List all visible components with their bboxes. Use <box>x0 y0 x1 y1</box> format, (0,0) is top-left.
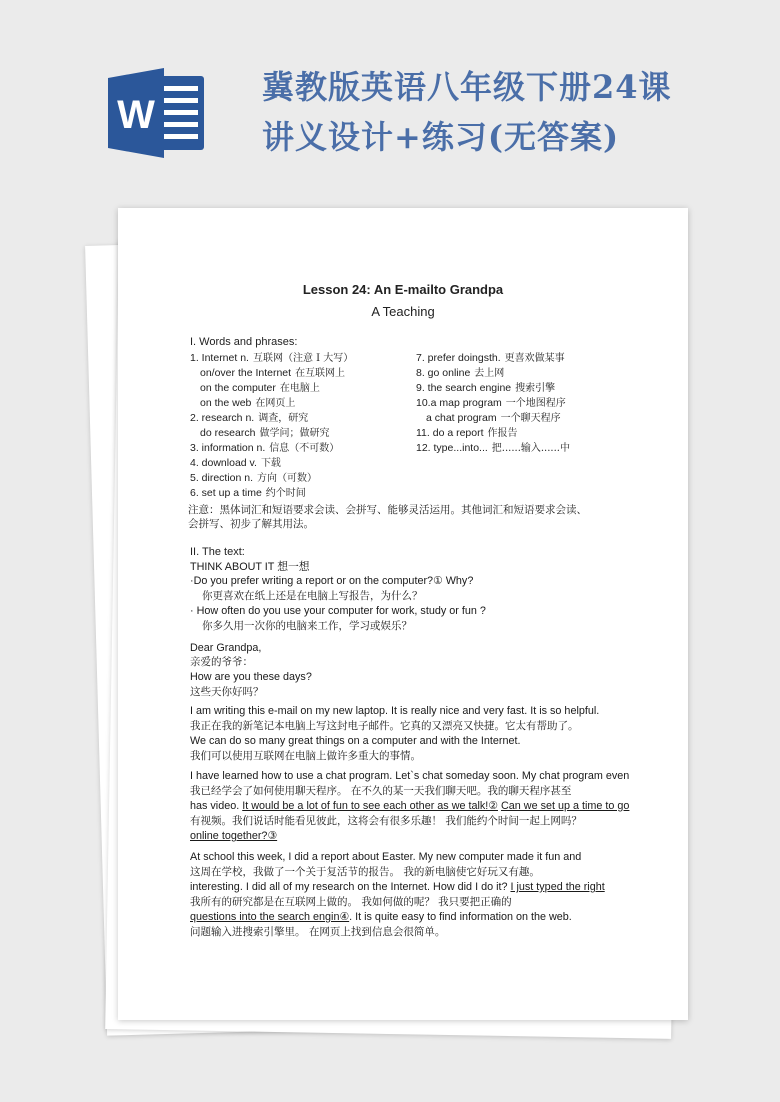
letter-greeting-zh: 亲爱的爷爷： <box>190 656 253 668</box>
section-a-title: A Teaching <box>371 304 435 319</box>
vocab-item: 12. type...into... 把......输入......中 <box>416 442 570 454</box>
letter-line-en: At school this week, I did a report about Easter. My new computer made it fun and <box>190 851 582 863</box>
vocab-item: 8. go online 去上网 <box>416 367 505 379</box>
letter-line-en: We can do so many great things on a computer and with the Internet. <box>190 735 521 747</box>
lesson-title: Lesson 24: An E-mailto Grandpa <box>302 282 504 297</box>
think-title: THINK ABOUT IT 想一想 <box>190 561 310 573</box>
letter-line-en: I am writing this e-mail on my new laptop. It is really nice and very fast. It is so helpful. <box>190 705 600 717</box>
page-title <box>262 62 682 162</box>
vocab-item: 2. research n. 调查，研究 <box>190 412 309 424</box>
note-line: 注意：黑体词汇和短语要求会读、会拼写、能够灵活运用。其他词汇和短语要求会读、 <box>188 504 587 516</box>
part1-title: I. Words and phrases: <box>190 336 298 348</box>
vocab-item: 10.a map program 一个地图程序 <box>416 397 566 409</box>
document-page <box>118 208 688 1020</box>
letter-line-en: I have learned how to use a chat program. Let`s chat someday soon. My chat program even <box>190 770 630 782</box>
letter-greeting-en: Dear Grandpa, <box>190 642 262 654</box>
letter-line-zh: 这些天你好吗？ <box>190 686 264 698</box>
letter-line-en: interesting. I did all of my research on the Internet. How did I do it? I just typed the right <box>190 881 605 893</box>
vocab-item: 4. download v. 下载 <box>190 457 281 469</box>
letter-line-zh: 问题输入进搜索引擎里。 在网页上找到信息会很简单。 <box>190 926 446 938</box>
question-zh: 你多久用一次你的电脑来工作，学习或娱乐？ <box>202 620 412 632</box>
question-zh: 你更喜欢在纸上还是在电脑上写报告，为什么？ <box>202 590 423 602</box>
letter-line-en: How are you these days? <box>190 671 312 683</box>
vocab-item: 11. do a report 作报告 <box>416 427 518 439</box>
note-line: 会拼写、初步了解其用法。 <box>188 518 314 530</box>
vocab-item: do research 做学问；做研究 <box>200 427 330 439</box>
vocab-item: a chat program 一个聊天程序 <box>426 412 561 424</box>
vocab-item: on the computer 在电脑上 <box>200 382 320 394</box>
letter-line-en: questions into the search engin④. It is quite easy to find information on the web. <box>190 911 572 923</box>
vocab-item: 3. information n. 信息（不可数） <box>190 442 340 454</box>
page-title-line1: 冀教版英语八年级下册24课 <box>262 68 672 106</box>
letter-line-zh: 我所有的研究都是在互联网上做的。 我如何做的呢？ 我只要把正确的 <box>190 896 512 908</box>
vocab-item: 5. direction n. 方向（可数） <box>190 472 318 484</box>
word-logo-icon <box>108 68 208 158</box>
vocab-item: 7. prefer doingsth. 更喜欢做某事 <box>416 352 565 364</box>
letter-line-zh: 这周在学校，我做了一个关于复活节的报告。 我的新电脑使它好玩又有趣。 <box>190 866 540 878</box>
part2-title: II. The text: <box>190 546 245 558</box>
question-en: · How often do you use your computer for work, study or fun ? <box>190 605 486 617</box>
vocab-item: 9. the search engine 搜索引擎 <box>416 382 556 394</box>
logo-letter: W <box>117 93 155 137</box>
page-title-line2: 讲义设计+练习(无答案) <box>262 118 620 156</box>
letter-line-en: online together?③ <box>190 830 278 842</box>
question-en: ·Do you prefer writing a report or on the computer?① Why? <box>190 575 474 587</box>
letter-line-en: has video. It would be a lot of fun to see each other as we talk!② Can we set up a time to go <box>190 800 630 812</box>
vocab-item: on/over the Internet 在互联网上 <box>200 367 346 379</box>
letter-line-zh: 我正在我的新笔记本电脑上写这封电子邮件。它真的又漂亮又快捷。它太有帮助了。 <box>190 720 579 732</box>
letter-line-zh: 我已经学会了如何使用聊天程序。 在不久的某一天我们聊天吧。我的聊天程序甚至 <box>190 785 572 797</box>
vocab-item: 1. Internet n. 互联网（注意 I 大写） <box>190 352 354 364</box>
vocab-item: 6. set up a time 约个时间 <box>190 487 306 499</box>
vocab-item: on the web 在网页上 <box>200 397 296 409</box>
letter-line-zh: 有视频。我们说话时能看见彼此，这将会有很多乐趣！ 我们能约个时间一起上网吗？ <box>190 815 582 827</box>
letter-line-zh: 我们可以使用互联网在电脑上做许多重大的事情。 <box>190 750 421 762</box>
